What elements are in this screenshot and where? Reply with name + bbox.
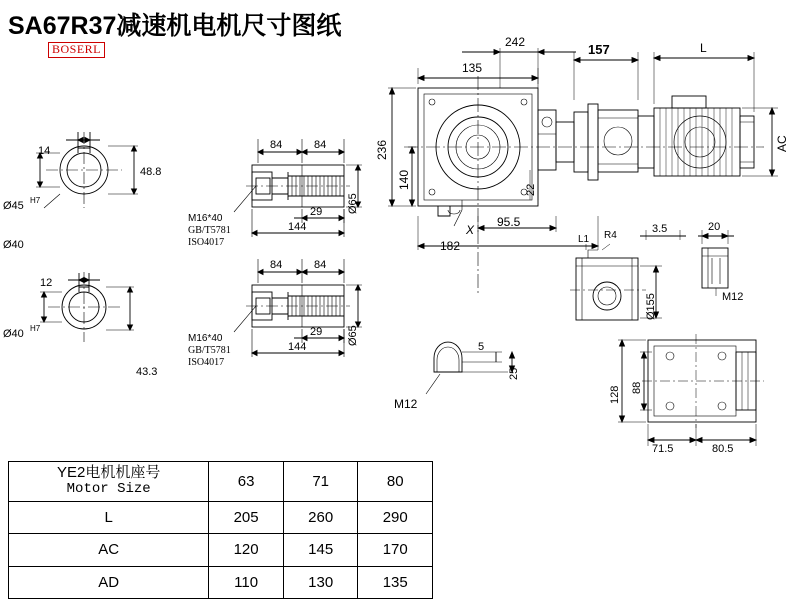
table-cell: 63 bbox=[209, 462, 284, 502]
table-row-label: L bbox=[9, 501, 209, 533]
brand-logo: BOSERL bbox=[48, 42, 105, 58]
dim-R4: R4 bbox=[604, 230, 617, 241]
table-row bbox=[9, 501, 433, 533]
table-cell: 120 bbox=[209, 534, 284, 566]
motor-size-table bbox=[8, 461, 433, 599]
table-cell: 135 bbox=[358, 566, 433, 599]
dim-128: 128 bbox=[609, 385, 621, 404]
dim-140: 140 bbox=[397, 169, 411, 190]
label-bolt-top: M16*40 bbox=[188, 213, 223, 224]
dim-height-top: 48.8 bbox=[140, 166, 162, 178]
dim-20: 20 bbox=[708, 221, 721, 233]
table-cell: 71 bbox=[283, 462, 358, 502]
label-bolt-bottom: M16*40 bbox=[188, 333, 223, 344]
label-std2-top: ISO4017 bbox=[188, 237, 225, 248]
view-top-shaft-section bbox=[36, 132, 138, 208]
dim-height-bottom: 43.3 bbox=[136, 366, 158, 378]
table-header-label bbox=[9, 462, 209, 502]
view-main-assembly bbox=[388, 48, 778, 296]
dim-157: 157 bbox=[588, 42, 610, 57]
label-std1-bottom: GB/T5781 bbox=[188, 345, 231, 356]
table-cell: 205 bbox=[209, 501, 284, 533]
page-title: SA67R37减速机电机尺寸图纸 bbox=[8, 12, 342, 40]
dim-25: 25 bbox=[508, 367, 520, 380]
view-key-detail bbox=[426, 342, 515, 394]
table-cell: 290 bbox=[358, 501, 433, 533]
view-bottom-shaft-section bbox=[40, 272, 134, 342]
table-header-label-en: Motor Size bbox=[66, 481, 151, 498]
table-cell: 110 bbox=[209, 566, 284, 599]
dim-bore-bottom: Ø40 bbox=[3, 328, 24, 340]
dim-80-5: 80.5 bbox=[712, 443, 734, 455]
dim-84b-top: 84 bbox=[314, 139, 327, 151]
dim-flat-top: Ø40 bbox=[3, 239, 24, 251]
label-std1-top: GB/T5781 bbox=[188, 225, 231, 236]
dim-84b-bottom: 84 bbox=[314, 259, 327, 271]
dim-144-top: 144 bbox=[288, 221, 307, 233]
view-bolt-detail bbox=[698, 230, 734, 296]
dim-236: 236 bbox=[375, 139, 389, 160]
dim-242: 242 bbox=[505, 35, 526, 49]
dim-135: 135 bbox=[462, 61, 483, 75]
dim-bore-top: Ø45 bbox=[3, 200, 24, 212]
table-cell: 130 bbox=[283, 566, 358, 599]
dim-bore-top-fit: H7 bbox=[30, 196, 41, 205]
dim-95-5: 95.5 bbox=[497, 215, 521, 229]
dim-5: 5 bbox=[478, 341, 485, 353]
label-X: X bbox=[466, 223, 475, 237]
dim-88: 88 bbox=[631, 381, 643, 394]
dim-dia65-bottom: Ø65 bbox=[347, 325, 359, 346]
table-row bbox=[9, 566, 433, 599]
table-cell: 80 bbox=[358, 462, 433, 502]
dim-22: 22 bbox=[525, 183, 537, 196]
dim-3-5: 3.5 bbox=[652, 223, 668, 235]
table-header-label-cn: YE2电机机座号 bbox=[56, 464, 161, 482]
dim-bore-bottom-fit: H7 bbox=[30, 324, 41, 333]
dim-L1: L1 bbox=[578, 234, 590, 245]
dim-keyway-width-top: 14 bbox=[38, 145, 51, 157]
dim-dia65-top: Ø65 bbox=[347, 193, 359, 214]
label-std2-bottom: ISO4017 bbox=[188, 357, 225, 368]
dim-182: 182 bbox=[440, 239, 461, 253]
dim-dia155: Ø155 bbox=[645, 293, 657, 320]
table-row bbox=[9, 462, 433, 502]
dim-L: L bbox=[700, 41, 707, 55]
table-row-label: AC bbox=[9, 534, 209, 566]
dim-84a-bottom: 84 bbox=[270, 259, 283, 271]
dim-71-5: 71.5 bbox=[652, 443, 674, 455]
table-cell: 145 bbox=[283, 534, 358, 566]
table-cell: 170 bbox=[358, 534, 433, 566]
dim-keyway-width-bottom: 12 bbox=[40, 277, 53, 289]
dim-AC: AC bbox=[775, 135, 789, 152]
table-row-label: AD bbox=[9, 566, 209, 599]
dim-M12-bottom: M12 bbox=[394, 397, 418, 411]
dim-29-bottom: 29 bbox=[310, 326, 323, 338]
dim-84a-top: 84 bbox=[270, 139, 283, 151]
table-cell: 260 bbox=[283, 501, 358, 533]
dim-M12-right: M12 bbox=[722, 291, 744, 303]
dim-29-top: 29 bbox=[310, 206, 323, 218]
table-row bbox=[9, 534, 433, 566]
dim-144-bottom: 144 bbox=[288, 341, 307, 353]
